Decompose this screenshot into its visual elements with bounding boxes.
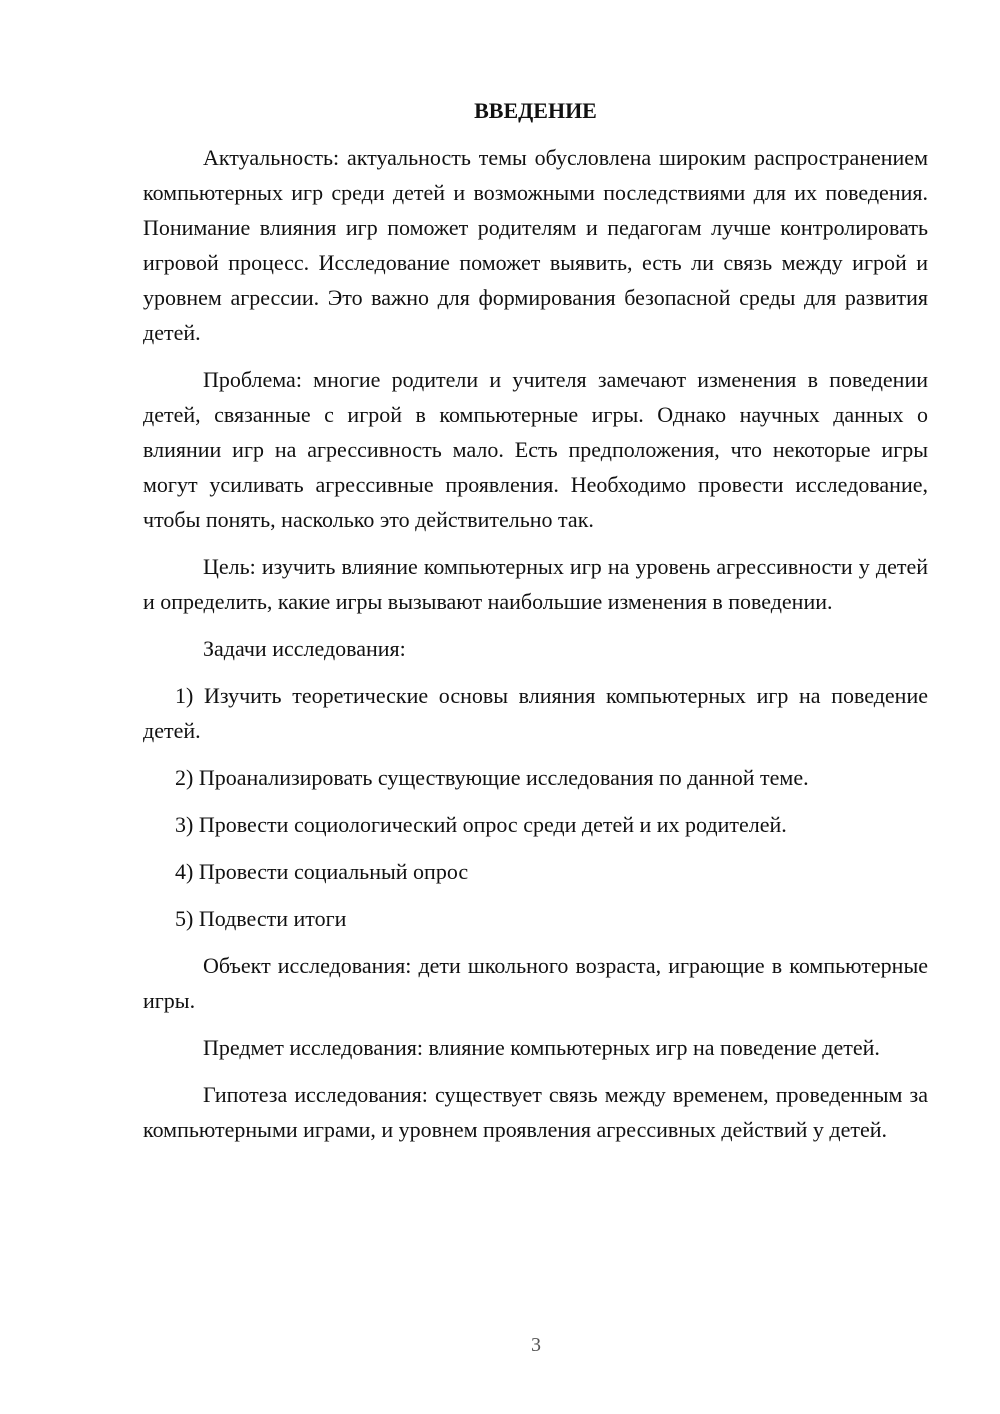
section-title: ВВЕДЕНИЕ — [474, 98, 597, 123]
task-item-3: 3) Провести социологический опрос среди детей и их родителей. — [175, 812, 787, 837]
task-item-5: 5) Подвести итоги — [175, 906, 347, 931]
page-number: 3 — [531, 1334, 541, 1356]
object-paragraph: Объект исследования: дети школьного возраста, играющие в компьютерные игры. — [143, 953, 928, 1013]
goal-paragraph: Цель: изучить влияние компьютерных игр на уровень агрессивности у детей и определить, какие игры вызывают наибольшие изменения в поведении. — [143, 554, 928, 614]
task-item-2: 2) Проанализировать существующие исследования по данной теме. — [175, 765, 809, 790]
task-item-4: 4) Провести социальный опрос — [175, 859, 469, 884]
document-page — [143, 96, 928, 1147]
tasks-heading: Задачи исследования: — [203, 636, 406, 661]
subject-paragraph: Предмет исследования: влияние компьютерных игр на поведение детей. — [203, 1035, 880, 1060]
hypothesis-paragraph: Гипотеза исследования: существует связь между временем, проведенным за компьютерными играми, и уровнем проявления агрессивных действий у детей. — [143, 1082, 928, 1142]
relevance-paragraph: Актуальность: актуальность темы обусловлена широким распространением компьютерных игр среди детей и возможными последствиями для их поведения. Понимание влияния игр поможет родителям и педагогам лучше контролировать игровой процесс. Исследование поможет выявить, есть ли связь между игрой и уровнем агрессии. Это важно для формирования безопасной среды для развития детей. — [143, 145, 928, 345]
problem-paragraph: Проблема: многие родители и учителя замечают изменения в поведении детей, связанные с игрой в компьютерные игры. Однако научных данных о влиянии игр на агрессивность мало. Есть предположения, что некоторые игры могут усиливать агрессивные проявления. Необходимо провести исследование, чтобы понять, насколько это действительно так. — [143, 367, 928, 532]
task-item-1: 1) Изучить теоретические основы влияния компьютерных игр на поведение детей. — [143, 683, 928, 743]
